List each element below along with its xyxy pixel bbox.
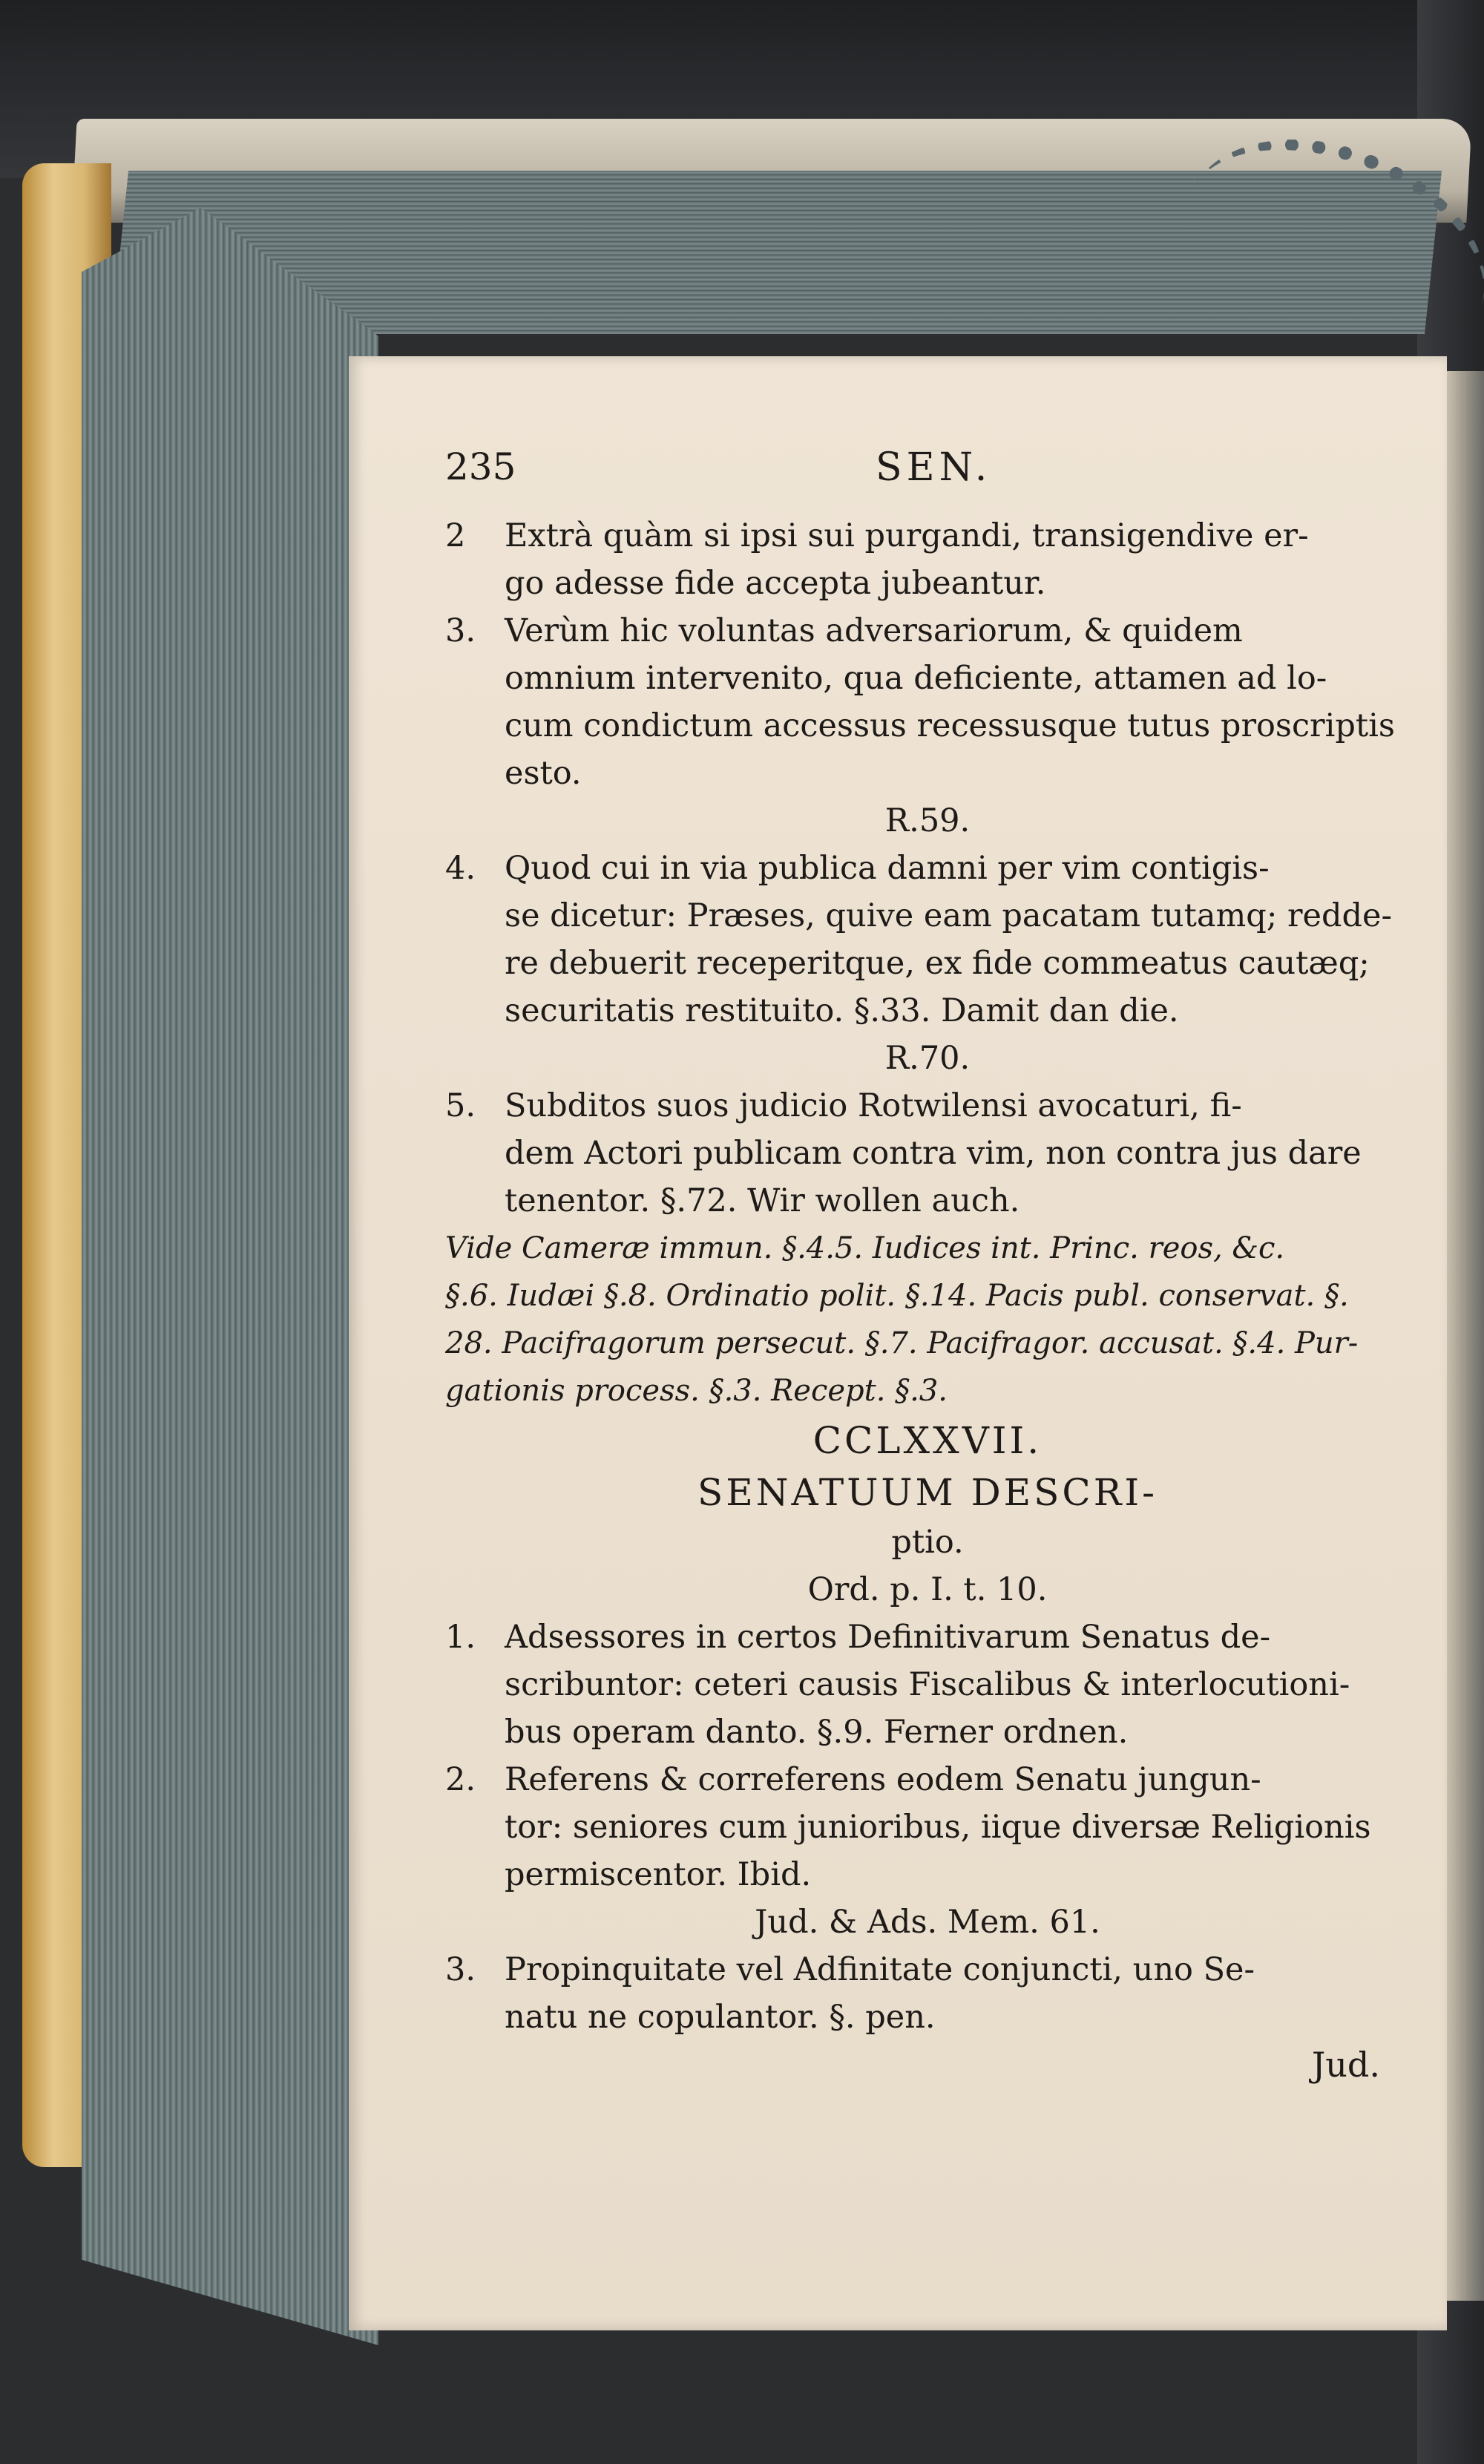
- cross-reference-line: 28. Pacifragorum persecut. §.7. Pacifragor. accusat. §.4. Pur-: [445, 1326, 1359, 1360]
- text-line: esto.: [505, 755, 582, 792]
- text-line: 2 Extrà quàm si ipsi sui purgandi, transigendive er-: [445, 517, 1309, 554]
- text-line: securitatis restituito. §.33. Damit dan die.: [505, 992, 1179, 1029]
- rule-heading: R.70.: [884, 1040, 971, 1077]
- text-line: re debuerit receperitque, ex fide commeatus cautæq;: [505, 945, 1370, 982]
- text-line: scribuntor: ceteri causis Fiscalibus & interlocutioni-: [505, 1666, 1350, 1703]
- text-line: 3. Verùm hic voluntas adversariorum, & quidem: [445, 612, 1243, 649]
- text-line: cum condictum accessus recessusque tutus proscriptis: [505, 707, 1395, 744]
- facing-page-edge: [1447, 371, 1484, 2301]
- page-edges-left: [82, 208, 378, 2345]
- memorial-reference: Jud. & Ads. Mem. 61.: [755, 1904, 1100, 1941]
- catchword: Jud.: [1311, 2045, 1380, 2085]
- cross-reference-line: gationis process. §.3. Recept. §.3.: [445, 1374, 948, 1408]
- printed-page: [349, 356, 1447, 2330]
- section-title-continued: ptio.: [891, 1524, 964, 1561]
- page-text: [445, 512, 1410, 2088]
- section-title: SENATUUM DESCRI-: [697, 1471, 1158, 1514]
- section-reference: Ord. p. I. t. 10.: [807, 1571, 1048, 1608]
- cross-reference-line: §.6. Iudæi §.8. Ordinatio polit. §.14. Pacis publ. conservat. §.: [445, 1279, 1349, 1313]
- text-line: 2. Referens & correferens eodem Senatu jungun-: [445, 1761, 1261, 1798]
- text-line: se dicetur: Præses, quive eam pacatam tutamq; redde-: [505, 897, 1393, 934]
- text-line: 4. Quod cui in via publica damni per vim contigis-: [445, 850, 1270, 887]
- text-line: omnium intervenito, qua deficiente, attamen ad lo-: [505, 660, 1327, 697]
- page-number: 235: [445, 445, 516, 488]
- text-line: permiscentor. Ibid.: [505, 1856, 812, 1893]
- text-line: bus operam danto. §.9. Ferner ordnen.: [505, 1714, 1129, 1751]
- text-line: go adesse fide accepta jubeantur.: [505, 565, 1046, 602]
- text-line: tor: seniores cum junioribus, iique diversæ Religionis: [505, 1809, 1371, 1846]
- text-line: natu ne copulantor. §. pen.: [505, 1999, 936, 2036]
- text-line: 5. Subditos suos judicio Rotwilensi avocaturi, fi-: [445, 1087, 1242, 1124]
- text-line: dem Actori publicam contra vim, non contra jus dare: [505, 1135, 1362, 1172]
- rule-heading: R.59.: [884, 802, 971, 839]
- text-line: tenentor. §.72. Wir wollen auch.: [505, 1182, 1020, 1219]
- text-line: 1. Adsessores in certos Definitivarum Senatus de-: [445, 1619, 1271, 1656]
- running-head: SEN.: [876, 445, 992, 490]
- section-numeral: CCLXXVII.: [812, 1419, 1043, 1462]
- text-line: 3. Propinquitate vel Adfinitate conjuncti, uno Se-: [445, 1951, 1255, 1988]
- page-header: [445, 445, 1410, 497]
- cross-reference-line: Vide Cameræ immun. §.4.5. Iudices int. Princ. reos, &c.: [445, 1231, 1285, 1265]
